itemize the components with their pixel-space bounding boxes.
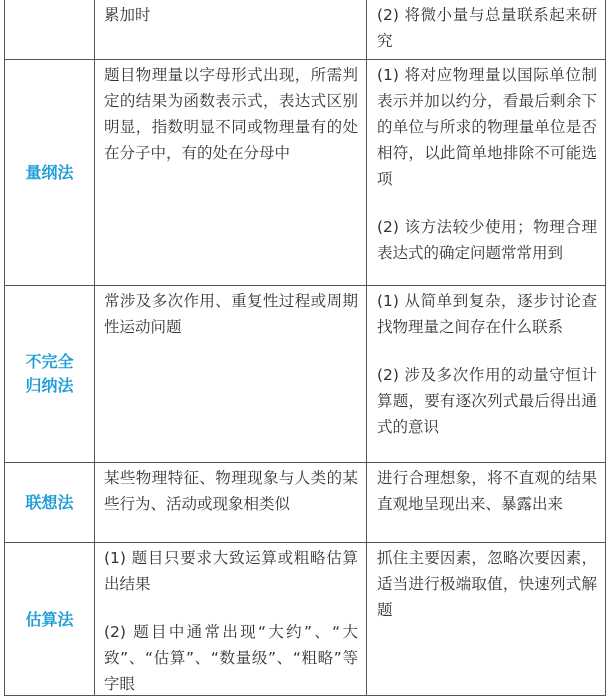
condition-text: 累加时 bbox=[104, 6, 151, 24]
method-cell bbox=[5, 463, 95, 542]
method-name: 不完全归纳法 bbox=[25, 352, 74, 395]
notes-text: (2) 该方法较少使用；物理合理表达式的确定问题常常用到 bbox=[377, 218, 597, 262]
notes-cell bbox=[367, 60, 605, 285]
notes-cell bbox=[367, 0, 605, 59]
method-cell bbox=[5, 0, 95, 59]
method-cell bbox=[5, 543, 95, 696]
notes-cell bbox=[367, 286, 605, 462]
condition-cell bbox=[95, 0, 367, 59]
condition-text: 某些物理特征、物理现象与人类的某些行为、活动或现象相类似 bbox=[104, 469, 358, 513]
notes-cell bbox=[367, 543, 605, 696]
table-row bbox=[5, 285, 605, 462]
condition-text: (1) 题目只要求大致运算或粗略估算出结果 bbox=[104, 549, 358, 593]
notes-text: (1) 将对应物理量以国际单位制表示并加以约分，看最后剩余下的单位与所求的物理量单位是否相符，以此简单地排除不可能选项 bbox=[377, 66, 597, 188]
notes-text: 进行合理想象，将不直观的结果直观地呈现出来、暴露出来 bbox=[377, 469, 597, 513]
table-row bbox=[5, 542, 605, 696]
notes-text: (2) 涉及多次作用的动量守恒计算题，要有逐次列式最后得出通式的意识 bbox=[377, 366, 597, 436]
notes-text: (1) 从简单到复杂，逐步讨论查找物理量之间存在什么联系 bbox=[377, 292, 597, 336]
methods-table bbox=[4, 0, 606, 696]
table-row bbox=[5, 462, 605, 542]
notes-cell bbox=[367, 463, 605, 542]
notes-text: (2) 将微小量与总量联系起来研究 bbox=[377, 6, 597, 50]
condition-cell bbox=[95, 60, 367, 285]
condition-text: 题目物理量以字母形式出现，所需判定的结果为函数表示式，表达式区别明显，指数明显不同或物理量有的处在分子中，有的处在分母中 bbox=[104, 66, 358, 162]
condition-cell bbox=[95, 286, 367, 462]
condition-text: 常涉及多次作用、重复性过程或周期性运动问题 bbox=[104, 292, 358, 336]
condition-cell bbox=[95, 543, 367, 696]
condition-cell bbox=[95, 463, 367, 542]
table-row bbox=[5, 0, 605, 59]
method-name: 量纲法 bbox=[25, 162, 74, 182]
method-cell bbox=[5, 60, 95, 285]
method-name: 联想法 bbox=[25, 492, 74, 512]
method-cell bbox=[5, 286, 95, 462]
method-name: 估算法 bbox=[25, 609, 74, 629]
table-row bbox=[5, 59, 605, 285]
notes-text: 抓住主要因素，忽略次要因素，适当进行极端取值，快速列式解题 bbox=[377, 549, 597, 619]
condition-text: (2) 题目中通常出现“大约”、“大致”、“估算”、“数量级”、“粗略”等字眼 bbox=[104, 623, 358, 693]
